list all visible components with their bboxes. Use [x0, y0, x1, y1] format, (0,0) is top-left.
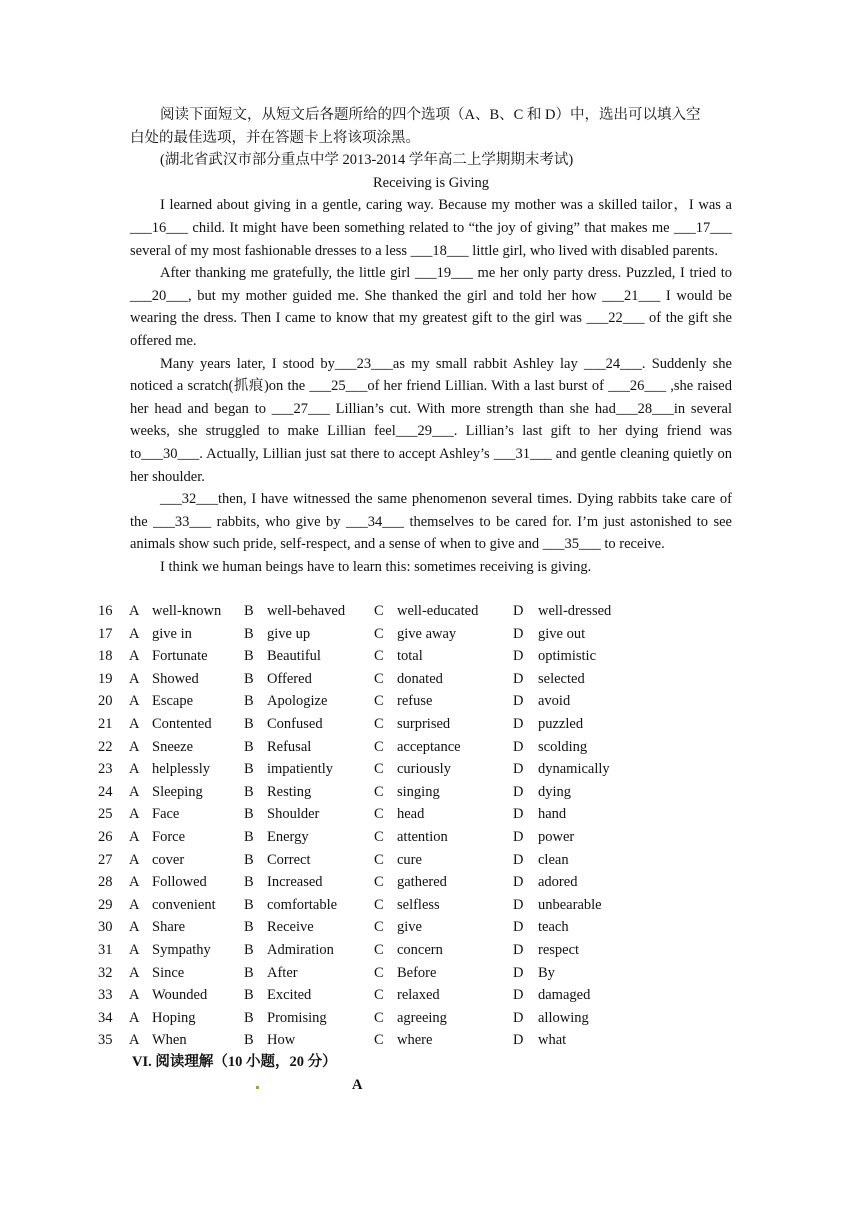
option-b: Refusal — [267, 738, 312, 755]
option-d: selected — [538, 670, 585, 687]
passage-title: Receiving is Giving — [373, 174, 489, 191]
option-letter: B — [244, 828, 254, 845]
option-c: concern — [397, 941, 443, 958]
option-a: Share — [152, 919, 186, 936]
option-row — [98, 984, 718, 1007]
option-letter: B — [244, 783, 254, 800]
question-number: 28 — [98, 874, 113, 891]
option-d: avoid — [538, 693, 571, 710]
instructions-line-1: 阅读下面短文，从短文后各题所给的四个选项（A、B、C 和 D）中，选出可以填入空 — [160, 107, 701, 123]
option-letter: D — [513, 625, 524, 642]
question-number: 18 — [98, 648, 113, 665]
option-letter: A — [129, 648, 140, 665]
option-letter: B — [244, 1009, 254, 1026]
option-b: Increased — [267, 874, 323, 891]
option-d: give out — [538, 625, 586, 642]
option-letter: A — [129, 1032, 140, 1049]
option-letter: B — [244, 941, 254, 958]
option-c: give — [397, 919, 422, 936]
option-d: damaged — [538, 987, 591, 1004]
option-a: Contented — [152, 715, 212, 732]
option-letter: A — [129, 896, 140, 913]
question-number: 20 — [98, 693, 113, 710]
option-d: power — [538, 828, 575, 845]
option-d: puzzled — [538, 715, 584, 732]
question-number: 29 — [98, 896, 113, 913]
option-d: optimistic — [538, 648, 596, 665]
option-letter: B — [244, 896, 254, 913]
option-letter: D — [513, 806, 524, 823]
option-letter: C — [374, 625, 384, 642]
option-b: Correct — [267, 851, 311, 868]
option-d: hand — [538, 806, 567, 823]
option-b: Resting — [267, 783, 312, 800]
option-letter: B — [244, 874, 254, 891]
option-d: clean — [538, 851, 569, 868]
option-row — [98, 736, 718, 759]
question-number: 26 — [98, 828, 113, 845]
paragraph-1: I learned about giving in a gentle, caring way. Because my mother was a skilled tailor，I was a ___16___ child. It might have been something related to “the joy of giving” that makes me ___17___ several of my most fashionable dresses to a less ___18___ little girl, who lived with disabled parents. — [130, 197, 732, 259]
option-c: give away — [397, 625, 457, 642]
option-a: Sympathy — [152, 941, 211, 958]
option-letter: C — [374, 806, 384, 823]
option-b: well-behaved — [267, 603, 346, 619]
option-d: teach — [538, 919, 569, 936]
option-c: where — [397, 1032, 433, 1049]
question-number: 17 — [98, 625, 113, 642]
option-letter: B — [244, 738, 254, 755]
option-letter: C — [374, 1009, 384, 1026]
option-letter: B — [244, 693, 254, 710]
option-letter: B — [244, 851, 254, 868]
option-letter: B — [244, 1032, 254, 1049]
option-row — [98, 690, 718, 713]
option-letter: B — [244, 964, 254, 981]
option-d: dynamically — [538, 761, 610, 778]
option-letter: C — [374, 648, 384, 665]
option-d: scolding — [538, 738, 588, 755]
option-row — [98, 600, 718, 623]
option-letter: A — [129, 625, 140, 642]
option-d: what — [538, 1032, 567, 1049]
option-letter: A — [129, 1009, 140, 1026]
option-letter: D — [513, 1009, 524, 1026]
option-row — [98, 939, 718, 962]
option-row — [98, 871, 718, 894]
option-a: convenient — [152, 896, 216, 913]
option-d: By — [538, 964, 555, 981]
option-letter: D — [513, 896, 524, 913]
option-letter: A — [129, 987, 140, 1004]
option-row — [98, 916, 718, 939]
option-letter: D — [513, 874, 524, 891]
option-letter: C — [374, 896, 384, 913]
option-letter: A — [129, 670, 140, 687]
option-c: donated — [397, 670, 443, 687]
option-b: Beautiful — [267, 648, 321, 665]
option-b: How — [267, 1032, 296, 1049]
option-letter: C — [374, 828, 384, 845]
option-b: Shoulder — [267, 806, 320, 823]
option-letter: A — [129, 874, 140, 891]
option-row — [98, 826, 718, 849]
option-letter: D — [513, 670, 524, 687]
option-letter: B — [244, 919, 254, 936]
option-letter: C — [374, 851, 384, 868]
option-letter: D — [513, 715, 524, 732]
option-letter: A — [129, 715, 140, 732]
paragraph-2: After thanking me gratefully, the little girl ___19___ me her only party dress. Puzzled, I tried to ___20___, but my mother guided me. She thanked the girl and told her how ___21___ I would be wearing the dress. Then I came to know that my greatest gift to the girl was ___22___ of the gift she offered me. — [130, 265, 732, 349]
option-c: Before — [397, 964, 437, 981]
option-letter: B — [244, 806, 254, 823]
option-letter: C — [374, 693, 384, 710]
option-c: head — [397, 806, 425, 823]
option-a: Showed — [152, 670, 199, 687]
option-letter: C — [374, 919, 384, 936]
cloze-passage — [130, 104, 732, 578]
option-letter: A — [129, 693, 140, 710]
option-letter: D — [513, 648, 524, 665]
option-letter: D — [513, 941, 524, 958]
option-row — [98, 962, 718, 985]
question-number: 19 — [98, 670, 113, 687]
option-letter: D — [513, 603, 524, 619]
option-b: After — [267, 964, 298, 981]
option-row — [98, 623, 718, 646]
stray-mark — [256, 1086, 259, 1089]
option-letter: A — [129, 828, 140, 845]
option-row — [98, 849, 718, 872]
option-c: total — [397, 648, 423, 665]
option-letter: D — [513, 783, 524, 800]
option-letter: D — [513, 964, 524, 981]
option-c: gathered — [397, 874, 447, 891]
option-c: acceptance — [397, 738, 461, 755]
option-d: adored — [538, 874, 578, 891]
option-c: curiously — [397, 761, 451, 778]
question-number: 32 — [98, 964, 113, 981]
option-letter: A — [129, 851, 140, 868]
option-d: dying — [538, 783, 572, 800]
question-number: 34 — [98, 1009, 113, 1026]
option-letter: C — [374, 1032, 384, 1049]
option-a: When — [152, 1032, 187, 1049]
section-heading: VI. 阅读理解（10 小题，20 分） — [132, 1054, 337, 1070]
option-letter: B — [244, 625, 254, 642]
option-letter: D — [513, 828, 524, 845]
question-number: 33 — [98, 987, 113, 1004]
option-c: attention — [397, 828, 448, 845]
option-b: Receive — [267, 919, 314, 936]
option-row — [98, 645, 718, 668]
option-letter: C — [374, 941, 384, 958]
option-letter: B — [244, 761, 254, 778]
option-letter: D — [513, 1032, 524, 1049]
option-a: Since — [152, 964, 185, 981]
option-c: singing — [397, 783, 440, 800]
option-a: Force — [152, 828, 186, 845]
option-letter: A — [129, 919, 140, 936]
option-a: Sleeping — [152, 783, 203, 800]
option-a: Hoping — [152, 1009, 196, 1026]
option-letter: B — [244, 987, 254, 1004]
option-letter: C — [374, 715, 384, 732]
option-letter: C — [374, 761, 384, 778]
option-row — [98, 758, 718, 781]
question-number: 16 — [98, 603, 113, 619]
option-a: Followed — [152, 874, 207, 891]
option-letter: A — [129, 603, 140, 619]
option-row — [98, 1029, 718, 1052]
option-letter: D — [513, 693, 524, 710]
paragraph-3: Many years later, I stood by___23___as my small rabbit Ashley lay ___24___. Suddenly she noticed a scratch(抓痕)on the ___25___of her friend Lillian. With a last burst of ___26___ ,she raised her head and began to ___27___ Lillian’s cut. With more strength than she had___28___in several weeks, she struggled to make Lillian feel___29___. Lillian’s last gift to her dying friend was to___30___. Actually, Lillian just sat there to accept Ashley’s ___31___ and gentle cleaning quietly on her shoulder. — [130, 355, 732, 485]
option-letter: C — [374, 670, 384, 687]
question-number: 27 — [98, 851, 113, 868]
answer-options — [98, 600, 718, 1052]
question-number: 22 — [98, 738, 113, 755]
option-b: comfortable — [267, 896, 338, 913]
question-number: 24 — [98, 783, 113, 800]
option-letter: C — [374, 987, 384, 1004]
option-c: selfless — [397, 896, 440, 913]
option-d: respect — [538, 941, 580, 958]
option-row — [98, 894, 718, 917]
option-letter: D — [513, 919, 524, 936]
question-number: 25 — [98, 806, 113, 823]
option-row — [98, 803, 718, 826]
option-d: unbearable — [538, 896, 602, 913]
option-b: Admiration — [267, 941, 334, 958]
option-d: well-dressed — [538, 603, 612, 619]
option-b: Apologize — [267, 693, 328, 710]
option-letter: D — [513, 738, 524, 755]
source-note: (湖北省武汉市部分重点中学 2013-2014 学年高二上学期期末考试) — [160, 152, 574, 169]
option-row — [98, 781, 718, 804]
option-a: Escape — [152, 693, 194, 710]
option-d: allowing — [538, 1009, 589, 1026]
option-a: helplessly — [152, 761, 210, 778]
option-c: well-educated — [397, 603, 479, 619]
option-letter: D — [513, 761, 524, 778]
option-c: cure — [397, 851, 422, 868]
option-b: give up — [267, 625, 311, 642]
option-letter: D — [513, 987, 524, 1004]
option-c: refuse — [397, 693, 433, 710]
question-number: 30 — [98, 919, 113, 936]
option-letter: C — [374, 783, 384, 800]
option-a: cover — [152, 851, 185, 868]
option-letter: C — [374, 964, 384, 981]
option-a: Fortunate — [152, 648, 208, 665]
option-c: relaxed — [397, 987, 440, 1004]
option-letter: D — [513, 851, 524, 868]
option-letter: A — [129, 738, 140, 755]
option-a: Face — [152, 806, 180, 823]
question-number: 21 — [98, 715, 113, 732]
option-letter: A — [129, 761, 140, 778]
option-a: Sneeze — [152, 738, 194, 755]
option-letter: A — [129, 941, 140, 958]
subsection-label: A — [352, 1077, 363, 1093]
question-number: 23 — [98, 761, 113, 778]
option-letter: C — [374, 874, 384, 891]
option-a: Wounded — [152, 987, 208, 1004]
option-letter: C — [374, 603, 384, 619]
option-letter: A — [129, 964, 140, 981]
option-letter: B — [244, 603, 254, 619]
option-letter: B — [244, 648, 254, 665]
option-letter: B — [244, 670, 254, 687]
option-b: Confused — [267, 715, 323, 732]
option-letter: A — [129, 783, 140, 800]
option-b: Excited — [267, 987, 312, 1004]
option-row — [98, 713, 718, 736]
question-number: 35 — [98, 1032, 113, 1049]
option-c: agreeing — [397, 1009, 447, 1026]
paragraph-4: ___32___then, I have witnessed the same phenomenon several times. Dying rabbits take care of the ___33___ rabbits, who give by ___34___ themselves to be cared for. I’m just astonished to see animals show such pride, self-respect, and a sense of when to give and ___35___ to receive. — [130, 491, 732, 553]
option-b: Energy — [267, 828, 309, 845]
paragraph-5: I think we human beings have to learn this: sometimes receiving is giving. — [160, 558, 592, 575]
option-letter: C — [374, 738, 384, 755]
option-b: impatiently — [267, 761, 334, 778]
option-a: well-known — [152, 603, 222, 619]
option-letter: B — [244, 715, 254, 732]
option-b: Offered — [267, 670, 312, 687]
question-number: 31 — [98, 941, 113, 958]
option-b: Promising — [267, 1009, 327, 1026]
option-c: surprised — [397, 715, 451, 732]
option-a: give in — [152, 625, 192, 642]
option-row — [98, 1007, 718, 1030]
instructions-line-2: 白处的最佳选项，并在答题卡上将该项涂黑。 — [130, 129, 420, 146]
option-letter: A — [129, 806, 140, 823]
option-row — [98, 668, 718, 691]
